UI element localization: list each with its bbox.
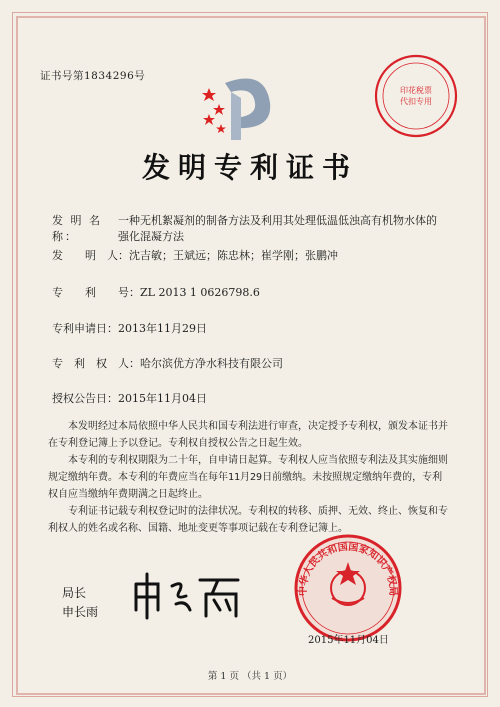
body-paragraph: 专利证书记载专利权登记时的法律状况。专利权的转移、质押、无效、终止、恢复和专利权人的姓名或名称、国籍、地址变更等事项记载在专利登记簿上。 xyxy=(48,506,448,534)
inventors-row xyxy=(52,248,338,264)
filing-date-value: 2013年11月29日 xyxy=(118,322,207,335)
invention-name-label: 发 明 名 称： xyxy=(52,214,102,243)
inventors-value: 沈吉敏；王斌远；陈忠林；崔学刚；张鹏冲 xyxy=(129,249,338,262)
svg-text:代扣专用: 代扣专用 xyxy=(400,97,432,106)
director-name: 申长雨 xyxy=(62,605,99,619)
body-paragraph: 本发明经过本局依照中华人民共和国专利法进行审查，决定授予专利权，颁发本证书并在专利登记簿上予以登记。专利权自授权公告之日起生效。 xyxy=(48,421,448,449)
certificate-body xyxy=(48,418,448,537)
invention-name-row xyxy=(52,213,442,245)
svg-text:中华人民共和国国家知识产权局: 中华人民共和国国家知识产权局 xyxy=(297,541,399,597)
patent-number-row xyxy=(52,285,260,301)
invention-name-value: 一种无机絮凝剂的制备方法及利用其处理低温低浊高有机物水体的强化混凝方法 xyxy=(118,214,437,243)
certificate-title: 发明专利证书 xyxy=(141,151,358,184)
seal-date: 2015年11月04日 xyxy=(308,635,389,646)
grant-date-label: 授权公告日： xyxy=(52,392,118,405)
filing-date-row xyxy=(52,321,207,337)
tax-stamp-icon xyxy=(372,52,460,140)
grant-date-row xyxy=(52,391,207,407)
patent-number-label: 专 利 号： xyxy=(52,286,140,299)
patent-number-value: ZL 2013 1 0626798.6 xyxy=(140,286,260,299)
official-seal-icon xyxy=(292,532,404,644)
page-footer: 第 1 页 （共 1 页） xyxy=(207,671,293,682)
signature-icon xyxy=(128,570,248,622)
patentee-value: 哈尔滨优方净水科技有限公司 xyxy=(140,357,283,370)
patentee-row xyxy=(52,356,283,372)
certificate-number: 证书号第1834296号 xyxy=(40,70,146,82)
filing-date-label: 专利申请日： xyxy=(52,322,118,335)
director-title: 局长 xyxy=(62,586,87,600)
inventors-label: 发 明 人： xyxy=(52,249,129,262)
grant-date-value: 2015年11月04日 xyxy=(118,392,207,405)
patentee-label: 专 利 权 人： xyxy=(52,357,140,370)
svg-text:印花税票: 印花税票 xyxy=(400,86,432,95)
cnipa-logo-icon xyxy=(195,58,285,148)
body-paragraph: 本专利的专利权期限为二十年，自申请日起算。专利权人应当依照专利法及其实施细则规定缴纳年费。本专利的年费应当在每年11月29日前缴纳。未按照规定缴纳年费的，专利权自应当缴纳年费期满之日起终止。 xyxy=(48,455,448,500)
